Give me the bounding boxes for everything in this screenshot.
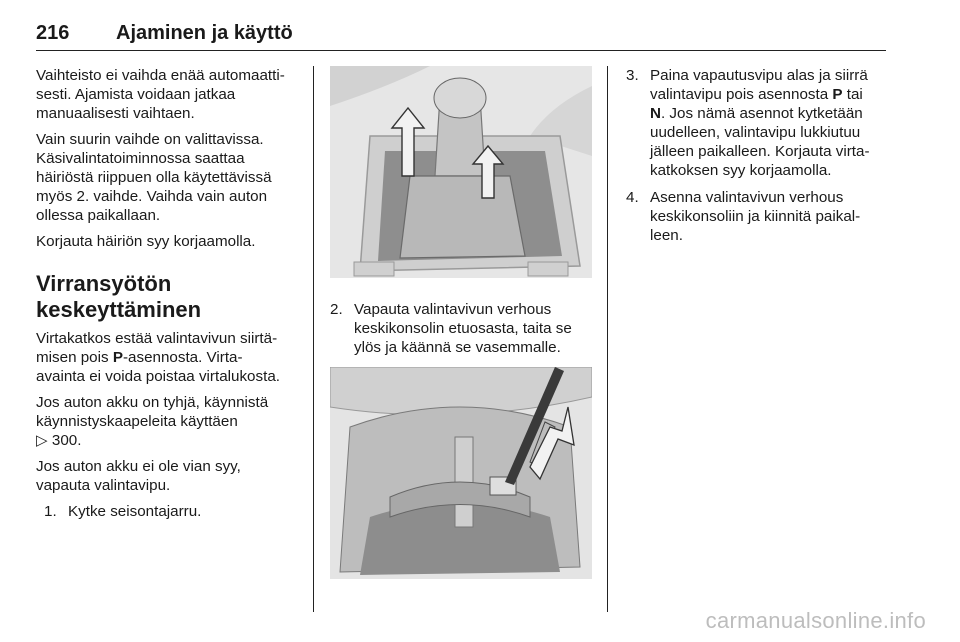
paragraph: Jos auton akku on tyhjä, käynnistä käynnistyskaapeleita käyttäen ▷ 300. bbox=[36, 394, 269, 449]
watermark: carmanualsonline.info bbox=[705, 608, 926, 633]
page-number: 216 bbox=[36, 22, 70, 44]
gear-selector-illustration bbox=[330, 66, 592, 278]
paragraph: Korjauta häiriön syy korjaamolla. bbox=[36, 233, 256, 250]
paragraph: Virtakatkos estää valintavivun siirtä- misen pois P-asennosta. Virta- avainta ei voida poistaa virtalukosta. bbox=[36, 330, 280, 385]
chapter-title: Ajaminen ja käyttö bbox=[116, 22, 293, 44]
page-reference-icon: ▷ bbox=[36, 432, 48, 449]
console-cover-removal-illustration bbox=[330, 367, 592, 579]
paragraph: Vaihteisto ei vaihda enää automaatti- sesti. Ajamista voidaan jatkaa manuaalisesti vaihtaen. bbox=[36, 67, 285, 122]
paragraph: Jos auton akku ei ole vian syy, vapauta valintavipu. bbox=[36, 458, 241, 494]
step-2: 2. Vapauta valintavivun verhous keskikonsolin etuosasta, taita se ylös ja käännä se vasemmalle. bbox=[330, 301, 572, 356]
column-right bbox=[626, 66, 890, 253]
step-3: 3. Paina vapautusvipu alas ja siirrä valintavipu pois asennosta P tai N. Jos nämä asennot kytketään uudelleen, valintavipu lukkiutuu jälleen paikalleen. Korjauta virta- katkoksen syy korjaamolla. bbox=[626, 67, 870, 179]
column-left bbox=[36, 66, 302, 529]
column-divider bbox=[313, 66, 314, 612]
page-header bbox=[36, 22, 886, 51]
step-1: 1. Kytke seisontajarru. bbox=[44, 503, 202, 520]
paragraph: Vain suurin vaihde on valittavissa. Käsivalintatoiminnossa saattaa häiriöstä riippuen olla käytettävissä myös 2. vaihde. Vaihda vain auton ollessa paikallaan. bbox=[36, 131, 272, 224]
column-divider bbox=[607, 66, 608, 612]
step-4: 4. Asenna valintavivun verhous keskikonsoliin ja kiinnitä paikal- leen. bbox=[626, 189, 861, 244]
column-middle bbox=[330, 66, 592, 579]
section-heading: Virransyötön keskeyttäminen bbox=[36, 271, 202, 322]
page-reference[interactable]: 300. bbox=[47, 432, 82, 449]
